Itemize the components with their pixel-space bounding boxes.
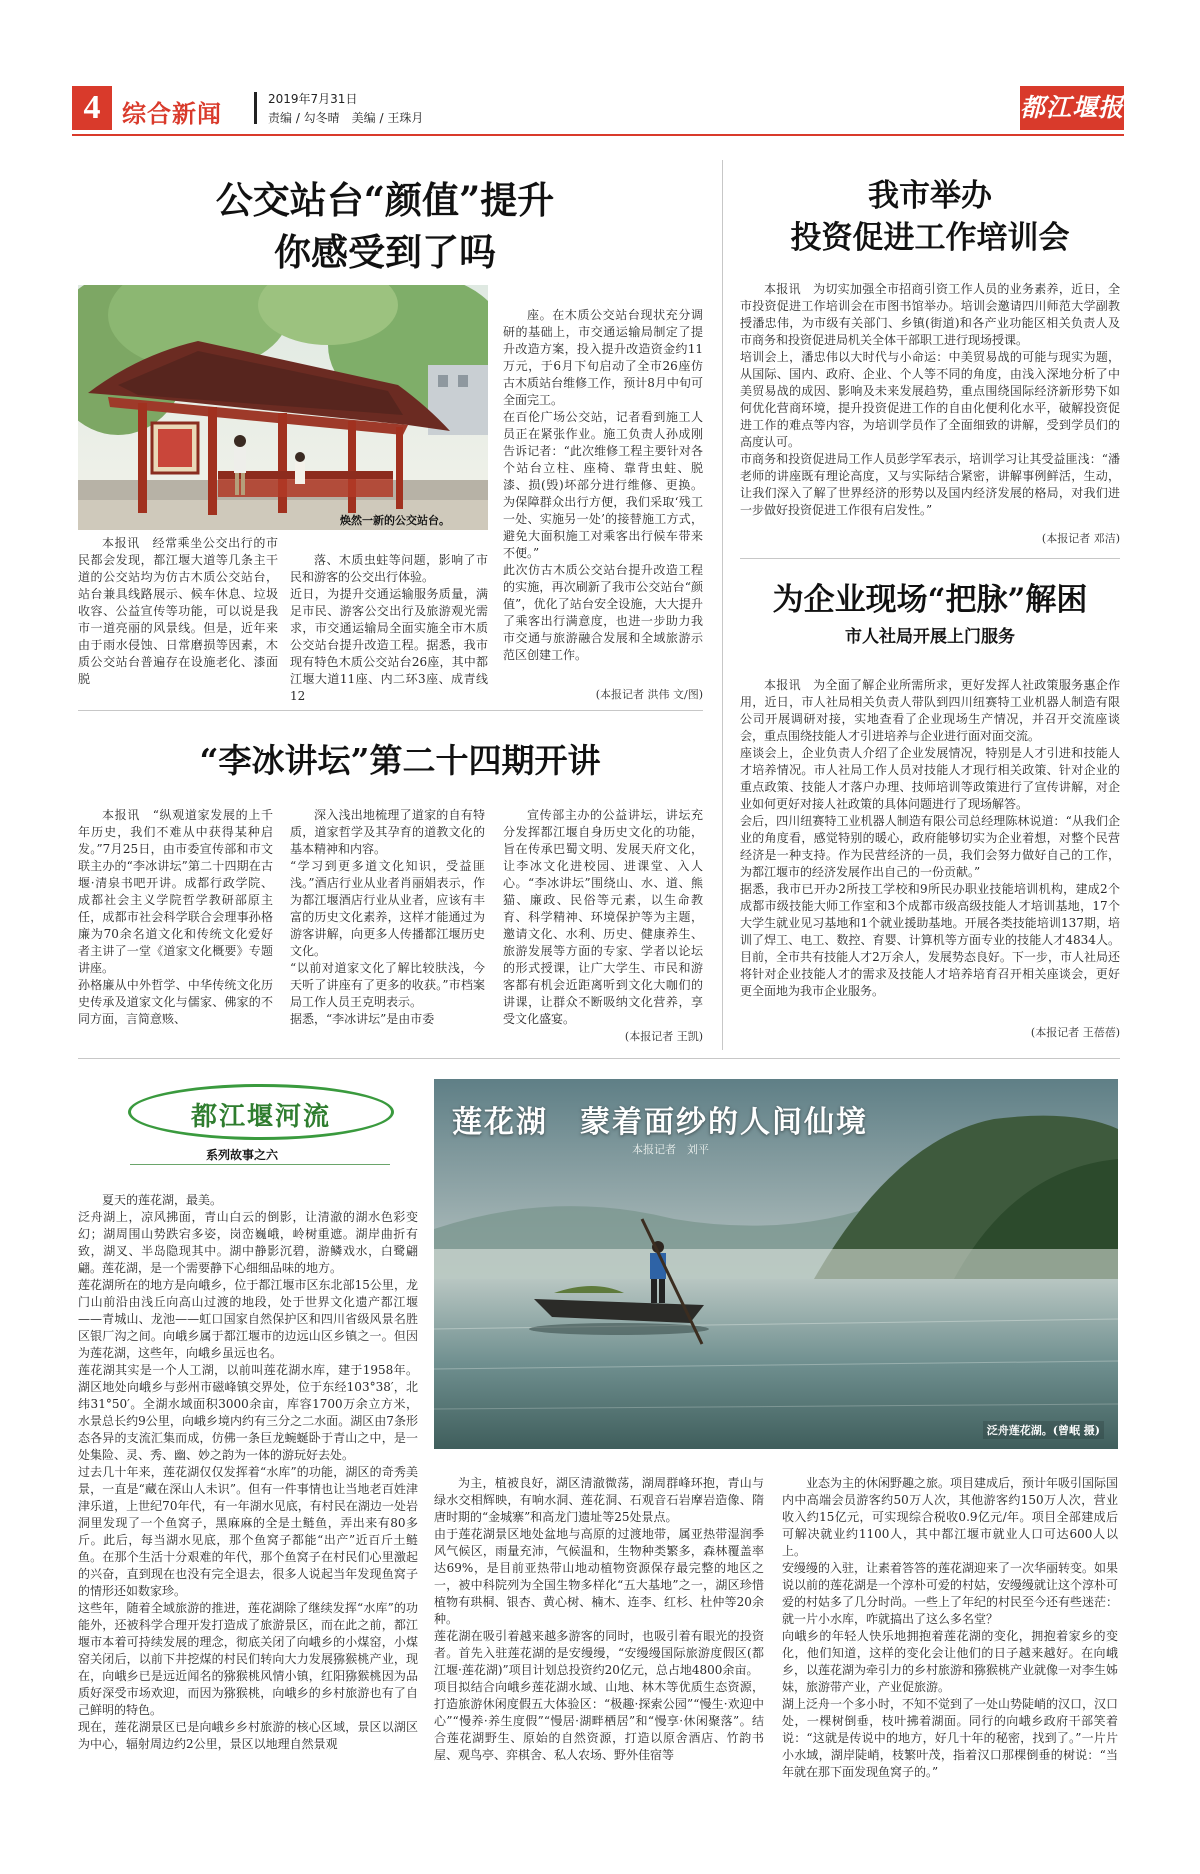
issue-editors: 责编 / 勾冬晴 美编 / 王珠月 (268, 111, 424, 125)
section-divider (254, 92, 257, 124)
article4-text: 本报讯 为全面了解企业所需所求，更好发挥人社政策服务惠企作用，近日，市人社局相关负责人带队到四川纽赛特工业机器人制造有限公司开展调研对接，实地查看了企业现场生产情况，并召开交流座谈会，重点围绕技能人才引进培养与企业进行面对面交流。 座谈会上，企业负责人介绍了企业发展情况，特别是人才引进和技能人才培养情况。市人社局工作人员对技能人才现行相关政策、针对企业的重点政策、技能人才落户办理、技师培训等政策进行了宣传讲解，对企业如何更好对接人社政策的具体问题进行了现场解答。 会后，四川纽赛特工业机器人制造有限公司总经理陈林说道：“从我们企业的角度看，感觉特别的暖心，政府能够切实为企业着想，对整个民营经济是一种支持。作为民营经济的一员，我们会努力做好自己的工作，为都江堰市的经济发展作出自己的一份贡献。” 据悉，我市已开办2所技工学校和9所民办职业技能培训机构，建成2个成都市级技能大师工作室和3个成都市级高级技能人才培训基地，17个大学生就业见习基地和1个就业援助基地。开展各类技能培训137期，培训了焊工、电工、数控、育婴、计算机等方面专业的技能人才4834人。目前，全市共有技能人才2万余人，发展势态良好。下一步，市人社局还将针对企业技能人才的需求及技能人才培养培育召开相关座谈会，更好更全面地为我市企业服务。 (740, 678, 1120, 998)
article2-text-1: 本报讯 “纵观道家发展的上千年历史，我们不难从中获得某种启发。”7月25日，由市委宣传部和市文联主办的“李冰讲坛”第二十四期在古堰·清泉书吧开讲。成都行政学院、成都社会主义学院哲学教研部原主任，成都市社会科学联合会理事孙格廉为70余名道文化和传统文化爱好者主讲了一堂《道家文化概要》专题讲座。 孙格廉从中外哲学、中华传统文化历史传承及道家文化与儒家、佛家的不同方面，言简意赅、 (78, 808, 273, 1026)
lotus-lake-photo-caption: 泛舟莲花湖。(曾岷 摄) (983, 1421, 1104, 1439)
newspaper-logo: 都江堰报 (1020, 86, 1124, 130)
article2-text-2: 深入浅出地梳理了道家的自有特质，道家哲学及其孕育的道教文化的基本精神和内容。 “学习到更多道文化知识，受益匪浅。”酒店行业从业者肖丽娟表示，作为都江堰酒店行业从业者，应该有丰富的历史文化素养，这样才能通过为游客讲解，向更多人传播都江堰历史文化。 “以前对道家文化了解比较肤浅，今天听了讲座有了更多的收获。”市档案局工作人员王克明表示。 据悉，“李冰讲坛”是由市委 (290, 808, 485, 1026)
article1-credit: (本报记者 洪伟 文/图) (595, 688, 703, 701)
article1-text-2: 落、木质虫蛀等问题，影响了市民和游客的公交出行体验。 近日，为提升交通运输服务质量，满足市民、游客公交出行及旅游观光需求，市交通运输局全面实施全市木质公交站台提升改造工程。据悉，我市现有特色木质公交站台26座，其中都江堰大道11座、内二环3座、成青线12 (290, 553, 488, 703)
article2-column-1 (78, 790, 273, 1055)
article2-column-3 (503, 790, 703, 1025)
lotus-lake-headline: 莲花湖 蒙着面纱的人间仙境 (452, 1105, 868, 1140)
article3-text: 本报讯 为切实加强全市招商引资工作人员的业务素养，近日，全市投资促进工作培训会在市图书馆举办。培训会邀请四川师范大学副教授潘忠伟，为市级有关部门、乡镇(街道)和各产业功能区相关负责人及市商务和投资促进局机关全体干部职工进行现场授课。 培训会上，潘忠伟以大时代与小命运：中美贸易战的可能与现实为题，从国际、国内、政府、企业、个人等不同的角度，由浅入深地分析了中美贸易战的成因、影响及未来发展趋势，重点围绕国际经济新形势下如何优化营商环境，提升投资促进工作的自由化便利化水平，破解投资促进工作的难点等内容，为培训学员作了全面细致的讲解，受到学员们的高度认可。 市商务和投资促进局工作人员彭学军表示，培训学习让其受益匪浅：“潘老师的讲座既有理论高度，又与实际结合紧密，讲解事例鲜活，生动，让我们深入了解了世界经济的形势以及国内经济发展的格局，对我们进一步做好投资促进工作很有启发性。” (740, 282, 1120, 517)
issue-date: 2019年7月31日 (268, 92, 358, 106)
article5-text-3: 业态为主的休闲野趣之旅。项目建成后，预计年吸引国际国内中高端会员游客约50万人次，其他游客约150万人次，营业收入约15亿元，可实现综合税收0.9亿元/年。项目全部建成后可解决就业约1100人，其中都江堰市就业人口可达600人以上。 安缦缦的入驻，让素着答答的莲花湖迎来了一次华丽转变。如果说以前的莲花湖是一个淳朴可爱的村姑，安缦缦就让这个淳朴可爱的村姑多了几分时尚。一些上了年纪的村民至今还有些迷茫：就一片小水库，咋就搞出了这么多名堂？ 向峨乡的年轻人快乐地拥抱着莲花湖的变化，拥抱着家乡的变化，他们知道，这样的变化会让他们的日子越来越好。在向峨乡，以莲花湖为牵引力的乡村旅游和猕猴桃产业就像一对李生姊妹，旅游带产业，产业促旅游。 湖上泛舟一个多小时，不知不觉到了一处山势陡峭的汉口，汉口处，一棵树倒垂，枝叶拂着湖面。同行的向峨乡政府干部笑着说：“这就是传说中的地方，好几十年的秘密，找到了。”一片片小水域，湖岸陡峭，枝繁叶茂，指着汉口那棵倒垂的树说：“当年就在那下面发现鱼窝子的。” (782, 1476, 1118, 1779)
article5-text-1: 夏天的莲花湖，最美。 泛舟湖上，凉风拂面，青山白云的倒影，让清澈的湖水色彩变幻；湖周围山势跌宕多姿，岗峦巍峨，岭树重遮。湖岸曲折有致，湖叉、半岛隐现其中。湖中静影沉碧，游鳞戏水，白鹭翩翩。莲花湖，是一个需要静下心细细品味的地方。 莲花湖所在的地方是向峨乡，位于都江堰市区东北部15公里，龙门山前沿由浅丘向高山过渡的地段，处于世界文化遗产都江堰——青城山、龙池——虹口国家自然保护区和四川省级风景名胜区银厂沟之间。向峨乡属于都江堰市的边远山区乡镇之一。但因为莲花湖，这些年，向峨乡虽远也名。 莲花湖其实是一个人工湖，以前叫莲花湖水库，建于1958年。湖区地处向峨乡与彭州市磁峰镇交界处，位于东经103°38′，北纬31°50′。全湖水域面积3000余亩，库容1700万余立方米，水景总长约9公里，向峨乡境内约有三分之二水面。湖区由7条形态各异的支流汇集而成，仿佛一条巨龙蜿蜒卧于青山之中，是一处集险、灵、秀、幽、妙之韵为一体的游玩好去处。 过去几十年来，莲花湖仅仅发挥着“水库”的功能，湖区的奇秀美景，一直是“藏在深山人未识”。但有一件事情也让当地老百姓津津乐道，上世纪70年代，有一年湖水见底，有村民在湖边一处岩洞里发现了一个鱼窝子，黑麻麻的全是土鲢鱼，弄出来有80多斤。此后，每当湖水见底，那个鱼窝子都能“出产”近百斤土鲢鱼。在那个生活十分艰难的年代，那个鱼窝子在村民们心里激起的兴奋，直到现在也没有完全退去，很多人说起当年发现鱼窝子的情形还如数家珍。 这些年，随着全域旅游的推进，莲花湖除了继续发挥“水库”的功能外，还被科学合理开发打造成了旅游景区，而在此之前，都江堰市本着可持续发展的理念，彻底关闭了向峨乡的小煤窑，小煤窑关闭后，以前下井挖煤的村民们转向大力发展猕猴桃产业，现在，向峨乡已是远近闻名的猕猴桃风情小镇，红阳猕猴桃因为品质好深受市场欢迎，而因为猕猴桃，向峨乡的乡村旅游也有了自己鲜明的特色。 现在，莲花湖景区已是向峨乡乡村旅游的核心区域，景区以湖区为中心，辐射周边约2公里，景区以地理自然景观 (78, 1193, 418, 1751)
article2-credit: (本报记者 王凯) (624, 1030, 703, 1043)
article1-text-3: 座。在木质公交站台现状充分调研的基础上，市交通运输局制定了提升改造方案，投入提升改造资金约11万元，于6月下旬启动了全市26座仿古木质站台维修工作，预计8月中旬可全面完工。 在百伦广场公交站，记者看到施工人员正在紧张作业。施工负责人孙成刚告诉记者：“此次维修工程主要针对各个站台立柱、座椅、靠背虫蛀、脱漆、损(毁)坏部分进行维修、更换。为保障群众出行方便，我们采取‘残工一处、实施另一处’的接替施工方式，避免大面积施工对乘客出行候车带来不便。” 此次仿古木质公交站台提升改造工程的实施，再次刷新了我市公交站台“颜值”，优化了站台安全设施，大大提升了乘客出行满意度，也进一步助力我市交通与旅游融合发展和全域旅游示范区创建工作。 (503, 308, 703, 662)
divider-upper-lower (78, 1058, 1120, 1059)
lotus-lake-byline: 本报记者 刘平 (632, 1143, 709, 1156)
article5-column-3 (782, 1458, 1118, 1850)
article1-text-1: 本报讯 经常乘坐公交出行的市民都会发现，都江堰大道等几条主干道的公交站均为仿古木质公交站台，站台兼具线路展示、候车休息、垃圾收容、公益宣传等功能，可以说是我市一道亮丽的风景线。但是，近年来由于雨水侵蚀、日常磨损等因素，木质公交站台普遍存在设施老化、漆面脱 (78, 536, 278, 686)
series-badge (128, 1084, 394, 1140)
masthead (72, 86, 1124, 130)
article1-headline-line2: 你感受到了吗 (274, 230, 496, 274)
header-rule (72, 134, 1124, 136)
article5-text-2: 为主，植被良好，湖区清澈微荡，湖周群峰环抱，青山与绿水交相辉映，有响水洞、莲花洞、石观音石岩摩岩造像、隋唐时期的“金城寨”和高龙门遗址等25处景点。 由于莲花湖景区地处盆地与高原的过渡地带，属亚热带湿润季风气候区，雨量充沛，气候温和，生物种类繁多，森林覆盖率达69%，是目前亚热带山地动植物资源保存最完整的地区之一，被中科院列为全国生物多样化“五大基地”之一，湖区珍惜植物有珙桐、银杏、黄心树、楠木、连李、红杉、杜仲等20余种。 莲花湖在吸引着越来越多游客的同时，也吸引着有眼光的投资者。首先入驻莲花湖的是安缦缦，“安缦缦国际旅游度假区(都江堰·莲花湖)”项目计划总投资约20亿元，总占地4800余亩。 项目拟结合向峨乡莲花湖水域、山地、林木等优质生态资源，打造旅游休闲度假五大体验区：“极趣·探索公园”“慢生·欢迎中心”“慢养·养生度假”“慢居·湖畔栖居”和“慢享·休闲聚落”。结合莲花湖野生、原始的自然资源，打造以原舍酒店、竹韵书屋、观鸟亭、弈棋舍、私人农场、野外佳宿等 (434, 1476, 764, 1762)
article1-column-1 (78, 535, 278, 705)
bus-stop-photo (78, 285, 488, 530)
divider-article3-bottom (740, 558, 1120, 559)
article3-body (740, 264, 1120, 524)
article3-headline-line2: 投资促进工作培训会 (790, 220, 1070, 256)
article2-column-2 (290, 790, 485, 1055)
article4-subheadline: 市人社局开展上门服务 (845, 627, 1015, 647)
bus-stop-illustration (78, 285, 488, 530)
series-underline (130, 1164, 390, 1165)
article2-text-3: 宣传部主办的公益讲坛，讲坛充分发挥都江堰自身历史文化的功能，旨在传承巴蜀文明、发展天府文化，让李冰文化进校园、进课堂、入人心。“李冰讲坛”围绕山、水、道、熊猫、廉政、民俗等元素，以生命教育、科学精神、环境保护等为主题，邀请文化、水利、历史、健康养生、旅游发展等方面的专家、学者以论坛的形式授课，让广大学生、市民和游客都有机会近距离听到文化大咖们的讲课，让群众不断吸纳文化营养，享受文化盛宴。 (503, 808, 703, 1025)
article3-credit: (本报记者 邓洁) (1041, 532, 1120, 545)
article2-headline: “李冰讲坛”第二十四期开讲 (199, 741, 601, 780)
article1-column-2 (290, 535, 488, 705)
page-number: 4 (72, 86, 112, 130)
article1-headline-line1: 公交站台“颜值”提升 (215, 178, 555, 222)
article4-body (740, 660, 1120, 1020)
article3-headline-line1: 我市举办 (868, 178, 992, 214)
article5-column-1 (78, 1175, 418, 1850)
article4-credit: (本报记者 王蓓蓓) (1030, 1026, 1120, 1039)
series-title: 都江堰河流 (190, 1102, 331, 1132)
lotus-lake-photo (434, 1079, 1118, 1449)
divider-vertical-main (722, 160, 723, 1050)
series-subtitle: 系列故事之六 (206, 1148, 279, 1162)
divider-article1-bottom (78, 710, 703, 711)
bus-stop-photo-caption: 焕然一新的公交站台。 (340, 514, 450, 527)
article1-column-3 (503, 290, 703, 685)
article4-headline: 为企业现场“把脉”解困 (772, 582, 1088, 618)
article5-column-2 (434, 1458, 764, 1850)
section-name: 综合新闻 (122, 100, 222, 128)
